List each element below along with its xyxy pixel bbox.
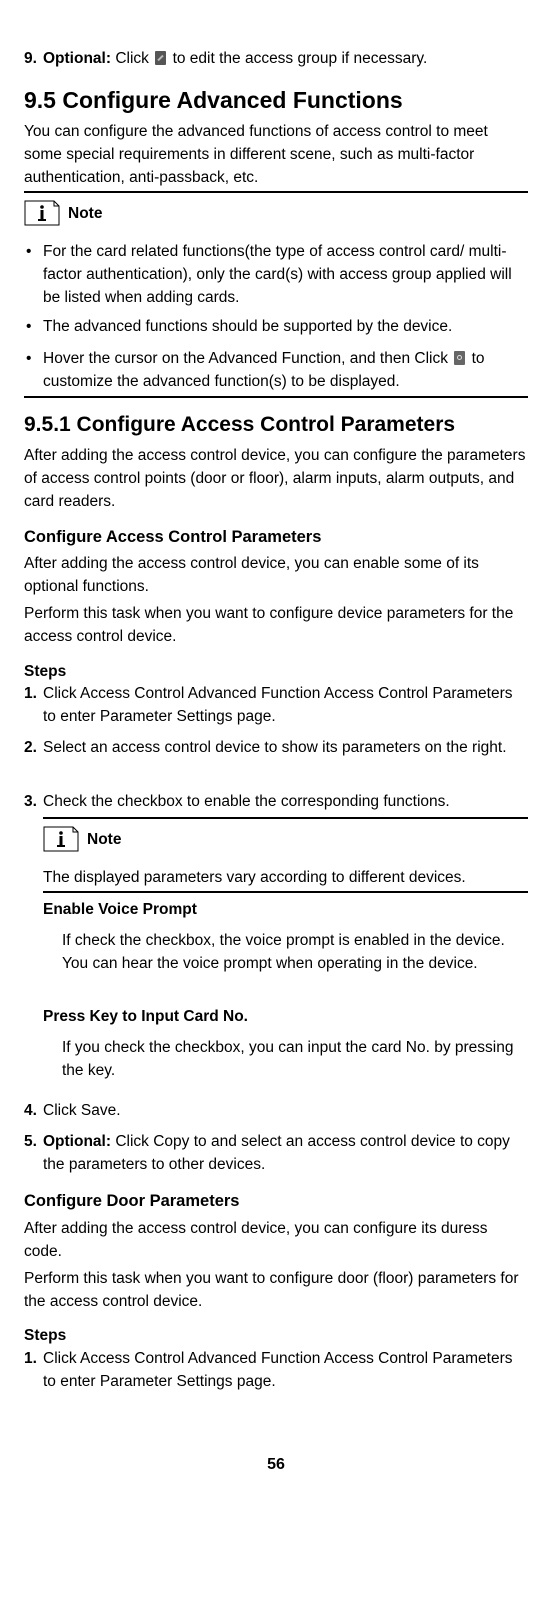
note-top-divider bbox=[43, 817, 528, 819]
note-label: Note bbox=[68, 204, 103, 222]
step-number: 9. bbox=[24, 50, 37, 67]
step-text: Click Copy to and select an access control device to copy the parameters to other devices. bbox=[43, 1133, 510, 1173]
press-key-text: If you check the checkbox, you can input the card No. by pressing the key. bbox=[62, 1039, 514, 1079]
acp-heading: Configure Access Control Parameters bbox=[24, 528, 322, 546]
acp-step bbox=[24, 1130, 528, 1176]
step-text: Click Access Control Advanced Function Access Control Parameters to enter Parameter Settings page. bbox=[43, 685, 513, 725]
step-number: 5. bbox=[24, 1133, 37, 1150]
section-heading: 9.5 Configure Advanced Functions bbox=[24, 87, 403, 113]
note-info-icon bbox=[43, 826, 79, 852]
acp-step bbox=[24, 790, 528, 813]
note-bullet bbox=[24, 347, 528, 393]
step-number: 4. bbox=[24, 1102, 37, 1119]
note-bullet: • The advanced functions should be supported by the device. bbox=[24, 315, 528, 338]
section-intro: You can configure the advanced functions of access control to meet some special requirements in different scene, such as multi-factor authentication, anti-passback, etc. bbox=[24, 123, 488, 186]
bullet-text: to customize the advanced function(s) to be displayed. bbox=[43, 350, 485, 390]
bullet-text: Hover the cursor on the Advanced Function, and then Click bbox=[43, 350, 448, 367]
note-text: The displayed parameters vary according to different devices. bbox=[43, 869, 466, 886]
note-bottom-divider bbox=[24, 396, 528, 398]
voice-prompt-text: If check the checkbox, the voice prompt is enabled in the device. You can hear the voice prompt when operating in the device. bbox=[62, 932, 505, 972]
step-number: 3. bbox=[24, 793, 37, 810]
gear-icon bbox=[454, 351, 465, 365]
note-header bbox=[24, 200, 102, 226]
subsection-intro: After adding the access control device, you can configure the parameters of access control points (door or floor), alarm inputs, alarm outputs, and card readers. bbox=[24, 447, 526, 510]
note-label: Note bbox=[87, 830, 122, 848]
note-bottom-divider bbox=[43, 891, 528, 893]
note-bullet: • For the card related functions(the type of access control card/ multi-factor authentication), only the card(s) with access group applied will be listed when adding cards. bbox=[24, 240, 528, 309]
acp-step bbox=[24, 736, 528, 759]
door-paragraph: Perform this task when you want to configure door (floor) parameters for the access control device. bbox=[24, 1270, 519, 1310]
page-number: 56 bbox=[267, 1456, 285, 1473]
step-text: Click Access Control Advanced Function Access Control Parameters to enter Parameter Settings page. bbox=[43, 1350, 513, 1390]
step-text: Check the checkbox to enable the corresponding functions. bbox=[43, 793, 450, 810]
step-number: 1. bbox=[24, 685, 37, 702]
door-step bbox=[24, 1347, 528, 1393]
step-number: 1. bbox=[24, 1350, 37, 1367]
door-paragraph: After adding the access control device, you can configure its duress code. bbox=[24, 1220, 488, 1260]
acp-step bbox=[24, 682, 528, 728]
optional-label: Optional: bbox=[43, 50, 112, 67]
step-number: 2. bbox=[24, 739, 37, 756]
subsection-heading: 9.5.1 Configure Access Control Parameters bbox=[24, 413, 456, 436]
step-text: Select an access control device to show its parameters on the right. bbox=[43, 739, 507, 756]
note-header bbox=[43, 826, 121, 852]
acp-step bbox=[24, 1099, 528, 1122]
edit-icon bbox=[155, 51, 166, 65]
steps-label: Steps bbox=[24, 1327, 67, 1344]
step-9 bbox=[24, 47, 528, 70]
step-text: Click bbox=[115, 50, 149, 67]
acp-paragraph: After adding the access control device, you can enable some of its optional functions. bbox=[24, 555, 479, 595]
acp-paragraph: Perform this task when you want to configure device parameters for the access control device. bbox=[24, 605, 514, 645]
note-top-divider bbox=[24, 191, 528, 193]
step-text: to edit the access group if necessary. bbox=[172, 50, 428, 67]
step-text: Click Save. bbox=[43, 1102, 121, 1119]
press-key-title: Press Key to Input Card No. bbox=[43, 1008, 248, 1025]
voice-prompt-title: Enable Voice Prompt bbox=[43, 901, 197, 918]
note-info-icon bbox=[24, 200, 60, 226]
door-heading: Configure Door Parameters bbox=[24, 1192, 240, 1210]
optional-label: Optional: bbox=[43, 1133, 112, 1150]
steps-label: Steps bbox=[24, 663, 67, 680]
